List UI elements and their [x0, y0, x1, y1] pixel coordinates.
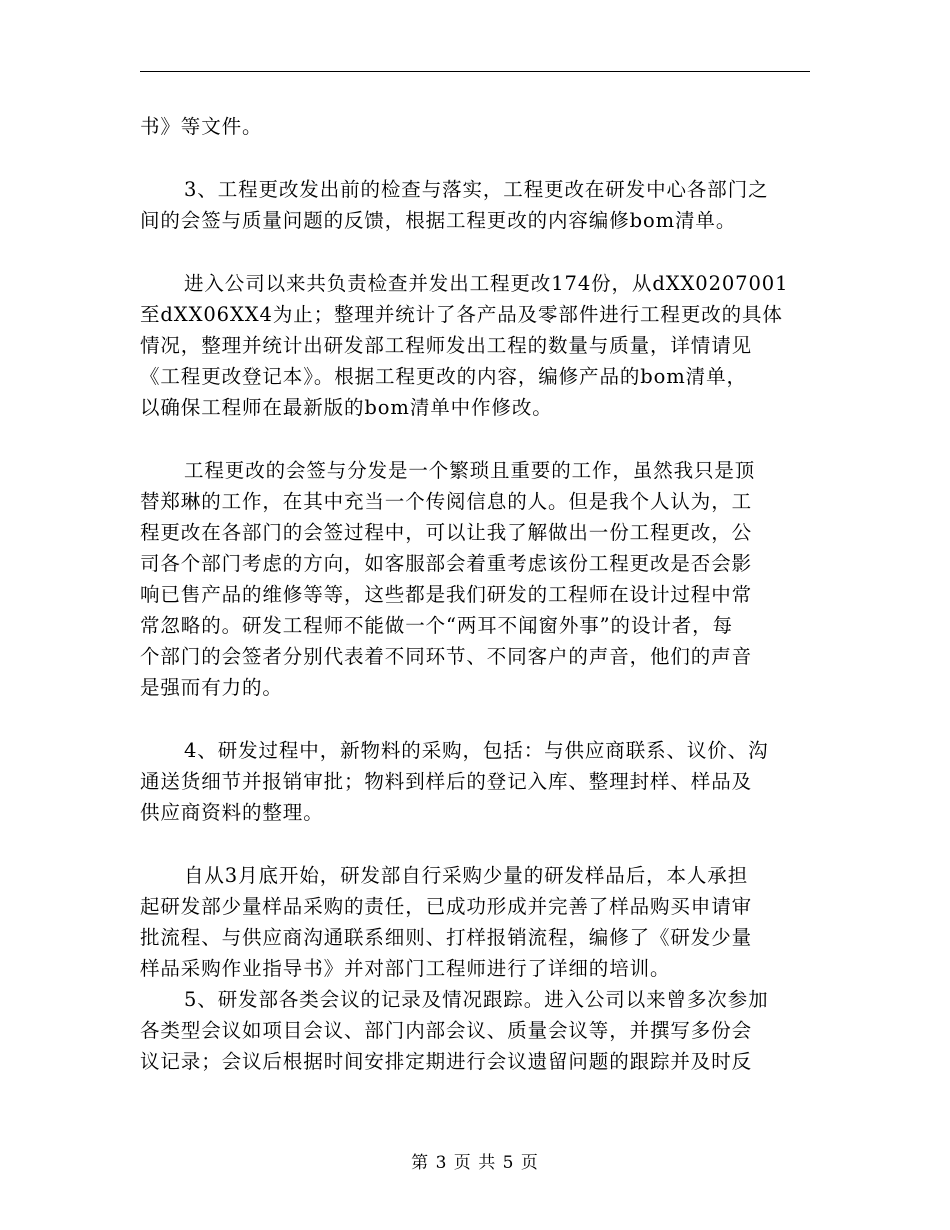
text-line: 《工程更改登记本》。根据工程更改的内容，编修产品的bom清单， [140, 365, 747, 388]
paragraph-gap [140, 423, 810, 455]
text-line: 批流程、与供应商沟通联系细则、打样报销流程，编修了《研发少量 [140, 926, 753, 949]
text-line: 起研发部少量样品采购的责任，已成功形成并完善了样品购买申请审 [140, 895, 753, 918]
text-line: 自从3月底开始，研发部自行采购少量的研发样品后，本人承担 [184, 864, 749, 887]
paragraph-gap [140, 828, 810, 860]
text-line: 是强而有力的。 [140, 676, 283, 699]
text-line: 程更改在各部门的会签过程中，可以让我了解做出一份工程更改，公 [140, 521, 753, 544]
paragraph-gap [140, 703, 810, 735]
text-line: 样品采购作业指导书》并对部门工程师进行了详细的培训。 [140, 957, 671, 980]
text-line: 个部门的会签者分别代表着不同环节、不同客户的声音，他们的声音 [140, 645, 753, 668]
text-line: 响已售产品的维修等等，这些都是我们研发的工程师在设计过程中常 [140, 583, 753, 606]
paragraph-gap [140, 236, 810, 268]
text-line: 议记录；会议后根据时间安排定期进行会议遗留问题的跟踪并及时反 [140, 1050, 753, 1073]
text-line: 供应商资料的整理。 [140, 801, 324, 824]
text-line: 3、工程更改发出前的检查与落实，工程更改在研发中心各部门之 [184, 178, 769, 201]
body-text [140, 111, 810, 1077]
text-line: 以确保工程师在最新版的bom清单中作修改。 [140, 396, 553, 419]
header-rule [140, 71, 810, 72]
text-line: 司各个部门考虑的方向，如客服部会着重考虑该份工程更改是否会影 [140, 552, 753, 575]
text-line: 各类型会议如项目会议、部门内部会议、质量会议等，并撰写多份会 [140, 1019, 753, 1042]
paragraph-gap [140, 142, 810, 174]
text-line: 替郑琳的工作，在其中充当一个传阅信息的人。但是我个人认为，工 [140, 490, 753, 513]
text-line: 书》等文件。 [140, 115, 263, 138]
text-line: 通送货细节并报销审批；物料到样后的登记入库、整理封样、样品及 [140, 770, 753, 793]
text-line: 进入公司以来共负责检查并发出工程更改174份，从dXX0207001 [184, 272, 789, 295]
text-line: 常忽略的。研发工程师不能做一个“两耳不闻窗外事”的设计者，每 [140, 614, 733, 637]
text-line: 工程更改的会签与分发是一个繁琐且重要的工作，虽然我只是顶 [184, 459, 756, 482]
text-line: 至dXX06XX4为止；整理并统计了各产品及零部件进行工程更改的具体 [140, 303, 783, 326]
page-number-footer: 第 3 页 共 5 页 [411, 1153, 539, 1173]
text-line: 5、研发部各类会议的记录及情况跟踪。进入公司以来曾多次参加 [184, 988, 769, 1011]
text-line: 4、研发过程中，新物料的采购，包括：与供应商联系、议价、沟 [184, 739, 769, 762]
text-line: 情况，整理并统计出研发部工程师发出工程的数量与质量，详情请见 [140, 334, 753, 357]
text-line: 间的会签与质量问题的反馈，根据工程更改的内容编修bom清单。 [140, 209, 737, 232]
